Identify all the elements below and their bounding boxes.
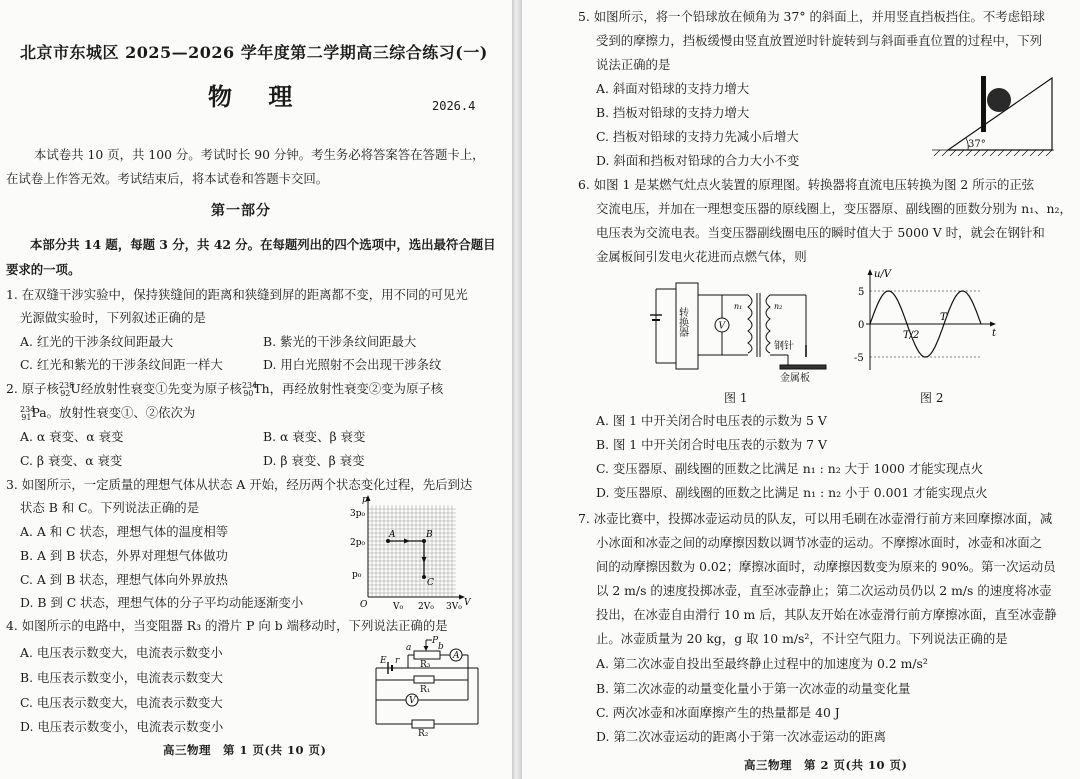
svg-text:A: A bbox=[389, 530, 396, 540]
q4-stem: 4. 如图所示的电路中，当变阻器 R₃ 的滑片 P 向 b 端移动时，下列说法正确的是 bbox=[6, 618, 448, 633]
svg-text:转换器: 转换器 bbox=[676, 307, 688, 337]
q6-stem: 6. 如图 1 是某燃气灶点火装置的原理图。转换器将直流电压转换为图 2 所示的正弦 bbox=[578, 177, 1035, 192]
q7-option-b: B. 第二次冰壶的动量变化量小于第一次冰壶的动量变化量 bbox=[596, 681, 911, 696]
q7-option-a: A. 第二次冰壶自投出至最终静止过程中的加速度为 0.2 m/s² bbox=[596, 656, 928, 671]
svg-text:n₂: n₂ bbox=[774, 302, 783, 311]
q7-option-d: D. 第二次冰壶运动的距离小于第一次冰壶运动的距离 bbox=[596, 729, 886, 744]
svg-text:2V₀: 2V₀ bbox=[418, 602, 434, 612]
svg-text:E: E bbox=[380, 656, 387, 666]
svg-text:R₃: R₃ bbox=[420, 660, 431, 670]
q6-figure-2-voltage-chart bbox=[852, 266, 1002, 378]
figure-1-caption: 图 1 bbox=[724, 391, 748, 405]
q5-incline-diagram bbox=[928, 70, 1058, 158]
y-axis-label: u/V bbox=[874, 269, 892, 280]
svg-text:P: P bbox=[432, 636, 439, 646]
section-heading: 第一部分 bbox=[211, 203, 271, 219]
svg-text:p: p bbox=[362, 495, 368, 505]
q1-option-a: A. 红光的干涉条纹间距最大 bbox=[20, 334, 174, 349]
q6-option-b: B. 图 1 中开关闭合时电压表的示数为 7 V bbox=[596, 437, 827, 452]
page-1 bbox=[0, 0, 512, 779]
svg-text:金属板: 金属板 bbox=[780, 373, 810, 384]
q3-stem: 状态 B 和 C。下列说法正确的是 bbox=[20, 500, 200, 515]
q4-circuit-diagram bbox=[368, 632, 484, 736]
subject-title: 物 理 bbox=[208, 82, 307, 111]
svg-text:V₀: V₀ bbox=[393, 602, 404, 612]
q6-option-d: D. 变压器原、副线圈的匝数之比满足 n₁ : n₂ 小于 0.001 才能实现点火 bbox=[596, 485, 988, 500]
q5-option-b: B. 挡板对铅球的支持力增大 bbox=[596, 105, 750, 120]
q6-stem: 交流电压，并加在一理想变压器的原线圈上，变压器原、副线圈的匝数分别为 n₁、n₂， bbox=[596, 201, 1072, 216]
q3-option-c: C. A 到 B 状态，理想气体向外界放热 bbox=[20, 572, 228, 587]
q1-option-c: C. 红光和紫光的干涉条纹间距一样大 bbox=[20, 357, 223, 372]
y-tick-label: 5 bbox=[858, 287, 865, 298]
x-tick-label: T/2 bbox=[903, 330, 920, 341]
intro-line: 在试卷上作答无效。考试结束后，将本试卷和答题卡交回。 bbox=[6, 171, 329, 186]
exam-title: 北京市东城区 2025—2026 学年度第二学期高三综合练习(一) bbox=[20, 43, 488, 62]
page-gutter bbox=[512, 0, 522, 779]
q5-option-d: D. 斜面和挡板对铅球的合力大小不变 bbox=[596, 153, 800, 168]
q3-stem: 3. 如图所示，一定质量的理想气体从状态 A 开始，经历两个状态变化过程，先后到达 bbox=[6, 477, 473, 492]
q5-stem: 5. 如图所示，将一个铅球放在倾角为 37° 的斜面上，并用竖直挡板挡住。不考虑铅球 bbox=[578, 9, 1045, 24]
q3-pv-graph bbox=[348, 493, 478, 618]
incline-angle: 37° bbox=[968, 139, 986, 150]
q3-option-d: D. B 到 C 状态，理想气体的分子平均动能逐渐变小 bbox=[20, 595, 304, 610]
q4-option-a: A. 电压表示数变大，电流表示数变小 bbox=[20, 645, 223, 660]
q2-option-a: A. α 衰变、α 衰变 bbox=[20, 429, 124, 444]
svg-text:a: a bbox=[406, 643, 412, 653]
q7-stem: 小冰面和冰壶之间的动摩擦因数以调节冰壶的运动。不摩擦冰面时，冰壶和冰面之 bbox=[596, 535, 1043, 550]
q5-stem: 说法正确的是 bbox=[596, 57, 671, 72]
page-footer: 高三物理 第 2 页(共 10 页) bbox=[744, 758, 908, 772]
svg-text:C: C bbox=[427, 578, 434, 588]
q4-option-c: C. 电压表示数变大，电流表示数变大 bbox=[20, 695, 223, 710]
svg-text:B: B bbox=[426, 530, 433, 540]
page-2 bbox=[522, 0, 1080, 779]
q7-option-c: C. 两次冰壶和冰面摩擦产生的热量都是 40 J bbox=[596, 705, 840, 720]
svg-text:n₁: n₁ bbox=[734, 302, 743, 311]
svg-text:R₂: R₂ bbox=[418, 729, 429, 736]
q7-stem: 7. 冰壶比赛中，投掷冰壶运动员的队友，可以用毛刷在冰壶滑行前方来回摩擦冰面，减 bbox=[578, 511, 1053, 526]
q1-stem: 光源做实验时，下列叙述正确的是 bbox=[20, 310, 206, 325]
q1-option-d: D. 用白光照射不会出现干涉条纹 bbox=[263, 357, 442, 372]
q7-stem: 止。冰壶质量为 20 kg，g 取 10 m/s²，不计空气阻力。下列说法正确的是 bbox=[596, 631, 1008, 646]
q2-stem: $^{234}_{91}$Pa。放射性衰变①、②依次为 bbox=[20, 404, 196, 423]
q2-stem: 2. 原子核$^{238}_{92}$U经放射性衰变①先变为原子核$^{234}_{90}$Th，再经放射性衰变②变为原子核 bbox=[6, 380, 444, 399]
svg-text:V: V bbox=[464, 598, 471, 608]
svg-text:V: V bbox=[718, 321, 725, 332]
y-tick-label: -5 bbox=[854, 353, 864, 364]
q4-option-d: D. 电压表示数变小，电流表示数变小 bbox=[20, 719, 224, 734]
y-tick-label: 0 bbox=[858, 320, 865, 331]
q6-stem: 金属板间引发电火花进而点燃气体，则 bbox=[596, 249, 807, 264]
figure-2-caption: 图 2 bbox=[920, 391, 944, 405]
q3-option-a: A. A 和 C 状态，理想气体的温度相等 bbox=[20, 524, 229, 539]
q7-stem: 以 2 m/s 的速度投掷冰壶，直至冰壶静止；第二次运动员仍以 2 m/s 的速度将冰壶 bbox=[596, 583, 1052, 598]
q7-stem: 间的动摩擦因数为 0.02；摩擦冰面时，动摩擦因数变为原来的 90%。第一次运动员 bbox=[596, 559, 1056, 574]
q5-stem: 受到的摩擦力，挡板缓慢由竖直放置逆时针旋转到与斜面垂直位置的过程中，下列 bbox=[596, 33, 1043, 48]
q5-option-c: C. 挡板对铅球的支持力先减小后增大 bbox=[596, 129, 799, 144]
q4-option-b: B. 电压表示数变小，电流表示数变大 bbox=[20, 670, 223, 685]
q5-option-a: A. 斜面对铅球的支持力增大 bbox=[596, 81, 750, 96]
q2-option-b: B. α 衰变、β 衰变 bbox=[263, 429, 366, 444]
page-footer: 高三物理 第 1 页(共 10 页) bbox=[163, 743, 327, 757]
instructions: 本部分共 14 题，每题 3 分，共 42 分。在每题列出的四个选项中，选出最符合题目 bbox=[30, 237, 496, 252]
exam-date: 2026.4 bbox=[432, 99, 476, 113]
svg-text:3p₀: 3p₀ bbox=[350, 509, 366, 519]
q7-stem: 投出，在冰壶自由滑行 10 m 后，其队友开始在冰壶滑行前方摩擦冰面，直至冰壶静 bbox=[596, 607, 1057, 622]
svg-text:b: b bbox=[438, 642, 444, 652]
q1-option-b: B. 紫光的干涉条纹间距最大 bbox=[263, 334, 417, 349]
q2-option-c: C. β 衰变、α 衰变 bbox=[20, 453, 123, 468]
svg-text:p₀: p₀ bbox=[352, 570, 362, 580]
q6-figure-1-circuit bbox=[648, 275, 828, 385]
svg-text:r: r bbox=[395, 656, 400, 666]
svg-text:2p₀: 2p₀ bbox=[350, 538, 366, 548]
q6-option-a: A. 图 1 中开关闭合时电压表的示数为 5 V bbox=[596, 413, 827, 428]
q6-option-c: C. 变压器原、副线圈的匝数之比满足 n₁ : n₂ 大于 1000 才能实现点火 bbox=[596, 461, 984, 476]
svg-text:A: A bbox=[453, 651, 460, 661]
q2-option-d: D. β 衰变、β 衰变 bbox=[263, 453, 365, 468]
svg-text:V: V bbox=[409, 696, 416, 706]
q6-stem: 电压表为交流电表。当变压器副线圈电压的瞬时值大于 5000 V 时，就会在钢针和 bbox=[596, 225, 1045, 240]
svg-text:O: O bbox=[360, 600, 368, 610]
svg-text:钢针: 钢针 bbox=[774, 341, 794, 352]
x-tick-label: T bbox=[940, 312, 947, 323]
x-axis-label: t bbox=[992, 328, 997, 339]
q3-option-b: B. A 到 B 状态，外界对理想气体做功 bbox=[20, 548, 228, 563]
svg-text:3V₀: 3V₀ bbox=[446, 602, 462, 612]
q1-stem: 1. 在双缝干涉实验中，保持狭缝间的距离和狭缝到屏的距离都不变，用不同的可见光 bbox=[6, 287, 468, 302]
svg-text:R₁: R₁ bbox=[420, 685, 431, 695]
intro-line: 本试卷共 10 页，共 100 分。考试时长 90 分钟。考生务必将答案答在答题卡上， bbox=[34, 147, 485, 162]
instructions: 要求的一项。 bbox=[6, 262, 81, 277]
